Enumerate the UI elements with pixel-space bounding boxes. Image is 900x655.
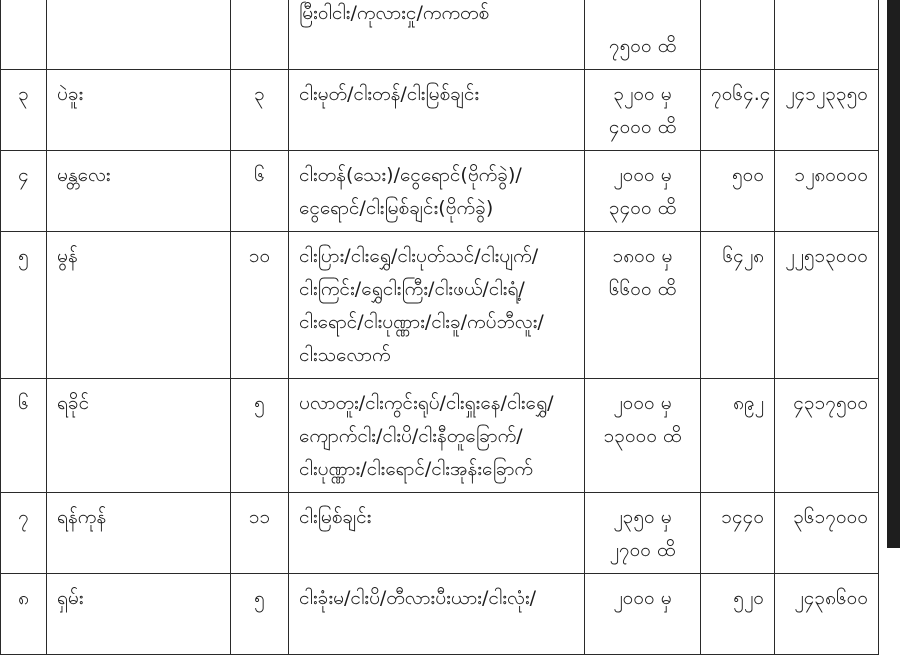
area-cell: ၇၀၆၄.၄: [701, 70, 775, 151]
species-cell: [289, 493, 585, 574]
price-range-line: ၂၀၀၀ မှ: [613, 587, 672, 609]
value-cell: ၂၄၁၂၃၃၅၀: [775, 70, 879, 151]
row-number-cell: ၆: [1, 379, 47, 493]
row-number-cell: ၃: [1, 70, 47, 151]
table-row: [1, 0, 879, 70]
species-cell: [289, 574, 585, 655]
row-number-cell: ၈: [1, 574, 47, 655]
table-row: [1, 574, 879, 655]
species-cell: [289, 70, 585, 151]
price-range-cell: [585, 493, 701, 574]
price-range-cell: [585, 70, 701, 151]
price-range-line: ၂၇၀၀ ထိ: [609, 539, 676, 561]
species-line: ကျောက်ငါး/ငါးပိ/ငါးနီတူခြောက်/: [299, 425, 523, 447]
region-cell: ရန်ကုန်: [47, 493, 231, 574]
table-row: [1, 232, 879, 379]
value-cell: ၄၃၁၇၅၀၀: [775, 379, 879, 493]
count-cell: ၅: [231, 379, 289, 493]
species-line: ငါးကြင်း/ရွှေငါးကြီး/ငါးဖယ်/ငါးရံ့/: [299, 278, 525, 300]
row-number-cell: [1, 0, 47, 70]
region-cell: ရှမ်း: [47, 574, 231, 655]
price-range-line: ၇၅၀၀ ထိ: [608, 35, 677, 57]
price-range-line: ၃၄၀၀ ထိ: [608, 197, 677, 219]
area-cell: ၈၉၂: [701, 379, 775, 493]
table-row: [1, 379, 879, 493]
price-range-line: [595, 0, 690, 30]
species-line: မြီးဝါငါး/ကုလားငှု/ကကတစ်: [299, 2, 490, 24]
table-row: [1, 493, 879, 574]
area-cell: [701, 0, 775, 70]
region-cell: [47, 0, 231, 70]
area-cell: ၆၄၂၈: [701, 232, 775, 379]
row-number-cell: ၇: [1, 493, 47, 574]
price-range-line: ၆၆၀၀ ထိ: [608, 278, 677, 300]
species-line: ငါးသလောက်: [299, 344, 391, 366]
price-range-line: [595, 615, 690, 648]
species-cell: [289, 151, 585, 232]
count-cell: [231, 0, 289, 70]
species-line: ငါးပုဏ္ဏား/ငါးရောင်/ငါးအုန်းခြောက်: [299, 458, 534, 480]
row-number-cell: ၅: [1, 232, 47, 379]
count-cell: ၁၁: [231, 493, 289, 574]
species-line: ငါးခုံးမ/ငါးပိ/တီလားပီးယား/ငါးလုံး/: [299, 587, 537, 609]
value-cell: [775, 0, 879, 70]
species-line: ငါးမြစ်ချင်း: [299, 506, 372, 528]
area-cell: ၅၀၀: [701, 151, 775, 232]
price-range-line: ၄၀၀၀ ထိ: [608, 116, 677, 138]
price-range-cell: [585, 379, 701, 493]
species-line: ငါးမုတ်/ငါးတန်/ငါးမြစ်ချင်း: [299, 83, 480, 105]
price-range-line: ၂၃၅၀ မှ: [613, 506, 672, 528]
scrollbar-edge: [887, 0, 900, 548]
value-cell: ၃၆၁၇၀၀၀: [775, 493, 879, 574]
price-range-cell: [585, 574, 701, 655]
species-line: ငါးပြား/ငါးရွှေ/ငါးပုတ်သင်/ငါးပျက်/: [299, 245, 539, 267]
count-cell: ၃: [231, 70, 289, 151]
count-cell: ၅: [231, 574, 289, 655]
price-range-line: ၁၃၀၀၀ ထိ: [603, 425, 682, 447]
price-range-cell: [585, 151, 701, 232]
region-cell: ပဲခူး: [47, 70, 231, 151]
region-cell: မွန်: [47, 232, 231, 379]
region-cell: မန္တလေး: [47, 151, 231, 232]
price-range-line: ၁၈၀၀ မှ: [612, 245, 673, 267]
species-line: ငါးတန်(သေး)/ငွေရောင်(ဗိုက်ခွဲ)/: [299, 164, 522, 186]
value-cell: ၁၂၈၀၀၀၀: [775, 151, 879, 232]
value-cell: ၂၂၅၁၃၀၀၀: [775, 232, 879, 379]
count-cell: ၁၀: [231, 232, 289, 379]
table-row: [1, 151, 879, 232]
table-body: [1, 0, 879, 655]
value-cell: ၂၄၃၈၆၀၀: [775, 574, 879, 655]
price-range-cell: [585, 0, 701, 70]
species-line: ပလာတူး/ငါးကွင်းရုပ်/ငါးရှူးနေ/ငါးရွှေ/: [299, 392, 554, 414]
price-range-line: ၂၀၀၀ မှ: [613, 392, 672, 414]
table-row: [1, 70, 879, 151]
area-cell: ၁၄၄၀: [701, 493, 775, 574]
species-cell: [289, 0, 585, 70]
price-range-line: ၂၀၀၀ မှ: [613, 164, 672, 186]
species-cell: [289, 232, 585, 379]
count-cell: ၆: [231, 151, 289, 232]
price-range-line: ၃၂၀၀ မှ: [613, 83, 672, 105]
price-range-cell: [585, 232, 701, 379]
region-cell: ရခိုင်: [47, 379, 231, 493]
area-cell: ၅၂၀: [701, 574, 775, 655]
species-line: ငွေရောင်/ငါးမြစ်ချင်း(ဗိုက်ခွဲ): [299, 197, 494, 219]
species-cell: [289, 379, 585, 493]
row-number-cell: ၄: [1, 151, 47, 232]
species-line: ငါးရောင်/ငါးပုဏ္ဏား/ငါးခူ/ကပ်ဘီလူး/: [299, 311, 544, 333]
